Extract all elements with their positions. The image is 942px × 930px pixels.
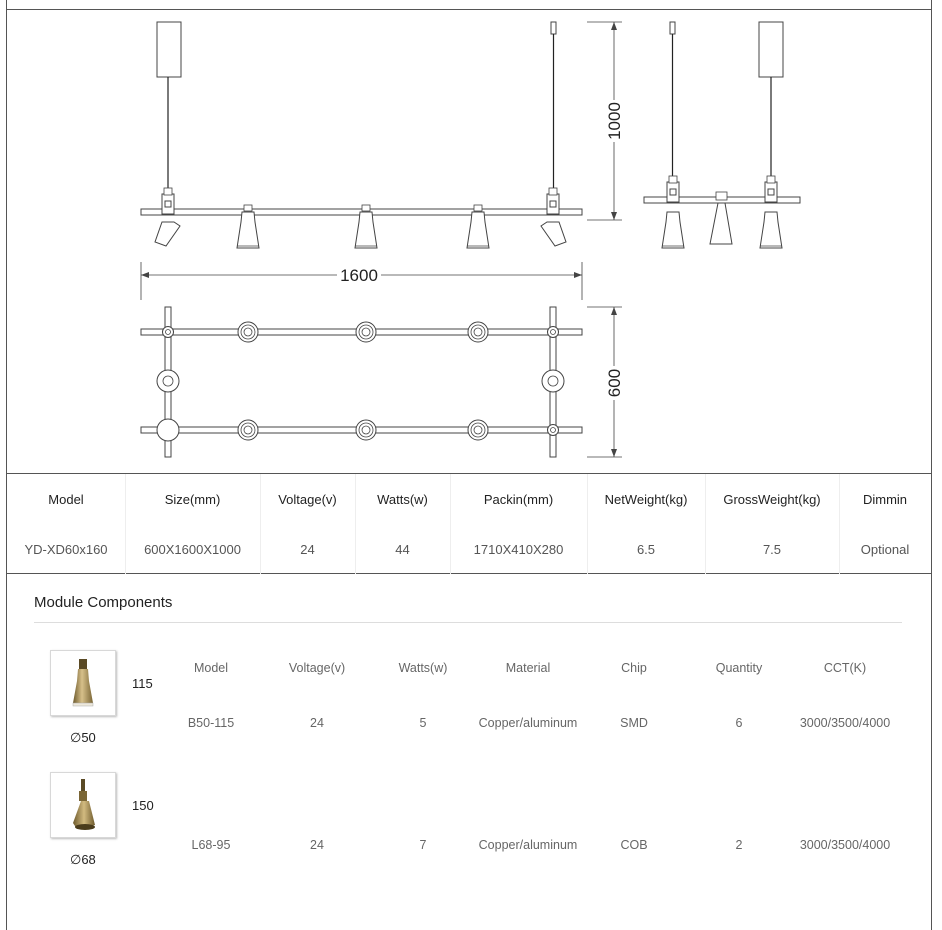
- module-header-cell: Material: [505, 661, 551, 675]
- module-cell: 24: [310, 838, 324, 852]
- module-cell: B50-115: [187, 716, 235, 730]
- spec-cell: 6.5: [636, 541, 656, 557]
- canopy: [157, 22, 181, 77]
- spec-header-cell: GrossWeight(kg): [723, 491, 821, 507]
- spec-table: [7, 474, 931, 574]
- module-cell: 3000/3500/4000: [799, 838, 891, 852]
- module-cell: SMD: [620, 716, 648, 730]
- spec-header-row: [7, 474, 931, 524]
- module-cell: Copper/aluminum: [478, 838, 578, 852]
- module-cell: Copper/aluminum: [478, 716, 578, 730]
- module-height-label: 150: [132, 798, 154, 813]
- height-dimension: 1000: [605, 102, 624, 140]
- module-diameter-label: ∅50: [70, 730, 96, 745]
- module-diameter-label: ∅68: [70, 852, 96, 867]
- module-cell: 24: [310, 716, 324, 730]
- module-cell: 3000/3500/4000: [799, 716, 891, 730]
- spec-header-cell: Watts(w): [377, 491, 428, 507]
- spec-cell: Optional: [860, 541, 910, 557]
- module-cell: 7: [419, 838, 427, 852]
- module-height-label: 115: [132, 676, 153, 691]
- module-header-cell: Voltage(v): [288, 661, 346, 675]
- spec-cell: 24: [300, 541, 315, 557]
- spec-cell: 44: [395, 541, 410, 557]
- spec-header-cell: Size(mm): [164, 491, 221, 507]
- module-cell: L68-95: [191, 838, 231, 852]
- front-view: [141, 22, 624, 300]
- module-cell: 2: [735, 838, 743, 852]
- module-header-cell: Chip: [621, 661, 647, 675]
- module-l68-image: [50, 772, 116, 838]
- spec-header-cell: Dimmin: [862, 491, 908, 507]
- spec-header-cell: NetWeight(kg): [604, 491, 688, 507]
- spec-header-cell: Model: [48, 491, 84, 507]
- module-header-cell: Model: [193, 661, 229, 675]
- spec-cell: 1710X410X280: [473, 541, 564, 557]
- spec-cell: YD-XD60x160: [24, 541, 108, 557]
- length-dimension: 1600: [340, 266, 378, 285]
- module-header-cell: Watts(w): [398, 661, 448, 675]
- module-cell: 5: [419, 716, 427, 730]
- section-divider: [34, 622, 902, 623]
- module-cell: COB: [620, 838, 648, 852]
- spec-data-row: [7, 524, 931, 574]
- module-header-cell: CCT(K): [823, 661, 867, 675]
- module-components-title: Module Components: [34, 594, 173, 611]
- spec-cell: 600X1600X1000: [144, 541, 241, 557]
- side-view: [644, 22, 800, 248]
- top-view: [141, 307, 624, 457]
- spec-header-cell: Packin(mm): [483, 491, 554, 507]
- module-header-cell: Quantity: [715, 661, 763, 675]
- spec-cell: 7.5: [762, 541, 782, 557]
- spec-header-cell: Voltage(v): [278, 491, 337, 507]
- module-b50-image: [50, 650, 116, 716]
- width-dimension: 600: [605, 368, 624, 398]
- module-cell: 6: [735, 716, 743, 730]
